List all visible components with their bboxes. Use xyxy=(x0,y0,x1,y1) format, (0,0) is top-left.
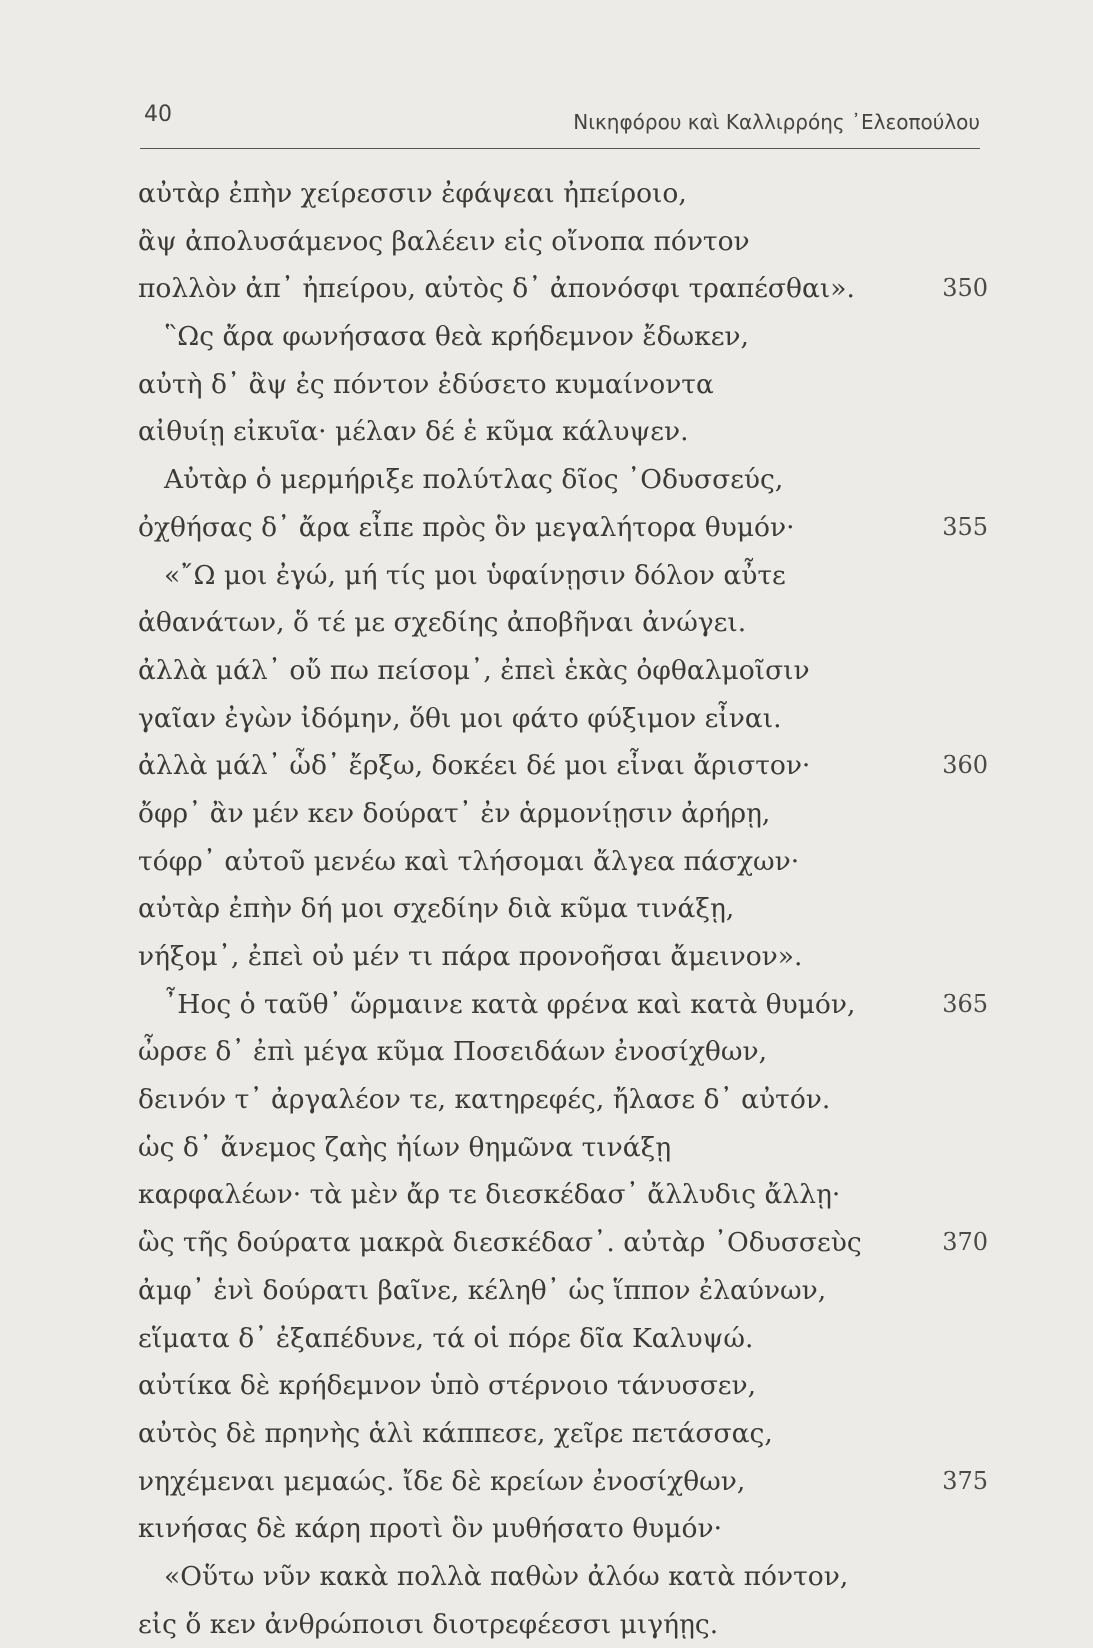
verse-line xyxy=(138,1458,988,1506)
verse-line xyxy=(138,504,988,552)
verse-line xyxy=(138,1315,988,1363)
verse-text: ἀλλὰ μάλ᾿ ὧδ᾿ ἔρξω, δοκέει δέ μοι εἶναι ἄριστον· xyxy=(138,750,811,782)
verse-line xyxy=(138,742,988,790)
verse-text: αὐτὴ δ᾿ ἂψ ἐς πόντον ἐδύσετο κυμαίνοντα xyxy=(138,368,714,400)
verse-line xyxy=(138,170,988,218)
page-header xyxy=(140,98,980,140)
verse-list xyxy=(138,170,988,1648)
verse-text: ὀχθήσας δ᾿ ἄρα εἶπε πρὸς ὃν μεγαλήτορα θυμόν· xyxy=(138,511,795,543)
verse-text: καρφαλέων· τὰ μὲν ἄρ τε διεσκέδασ᾿ ἄλλυδις ἄλλῃ· xyxy=(138,1179,841,1211)
verse-line xyxy=(138,1076,988,1124)
verse-line xyxy=(138,838,988,886)
verse-line xyxy=(138,265,988,313)
verse-line xyxy=(138,885,988,933)
verse-line xyxy=(138,1362,988,1410)
verse-line xyxy=(138,599,988,647)
line-number: 350 xyxy=(942,274,988,303)
line-number: 370 xyxy=(942,1228,988,1257)
verse-text: εἵματα δ᾿ ἐξαπέδυνε, τά οἱ πόρε δῖα Καλυψώ. xyxy=(138,1322,754,1354)
verse-text: ὄφρ᾿ ἂν μέν κεν δούρατ᾿ ἐν ἁρμονίῃσιν ἀρήρῃ, xyxy=(138,797,771,829)
verse-line xyxy=(138,552,988,600)
verse-line xyxy=(138,313,988,361)
verse-line xyxy=(138,1171,988,1219)
page-number: 40 xyxy=(144,102,172,127)
verse-text: ῏Ηος ὁ ταῦθ᾿ ὥρμαινε κατὰ φρένα καὶ κατὰ θυμόν, xyxy=(164,988,856,1020)
line-number: 365 xyxy=(942,989,988,1018)
line-number: 355 xyxy=(942,512,988,541)
verse-text: εἰς ὅ κεν ἀνθρώποισι διοτρεφέεσσι μιγήῃς. xyxy=(138,1608,719,1640)
verse-line xyxy=(138,1219,988,1267)
verse-line xyxy=(138,981,988,1029)
verse-text: γαῖαν ἐγὼν ἰδόμην, ὅθι μοι φάτο φύξιμον εἶναι. xyxy=(138,702,782,734)
line-number: 375 xyxy=(942,1466,988,1495)
verse-text: πολλὸν ἀπ᾿ ἠπείρου, αὐτὸς δ᾿ ἀπονόσφι τραπέσθαι». xyxy=(138,273,855,305)
verse-text: Αὐτὰρ ὁ μερμήριξε πολύτλας δῖος ᾿Οδυσσεύς, xyxy=(164,464,784,496)
verse-line xyxy=(138,456,988,504)
verse-text: ἂψ ἀπολυσάμενος βαλέειν εἰς οἴνοπα πόντον xyxy=(138,225,750,257)
verse-text: αὐτίκα δὲ κρήδεμνον ὑπὸ στέρνοιο τάνυσσεν, xyxy=(138,1370,757,1402)
verse-line xyxy=(138,1601,988,1648)
verse-line xyxy=(138,361,988,409)
verse-line xyxy=(138,933,988,981)
verse-text: αἰθυίῃ εἰκυῖα· μέλαν δέ ἑ κῦμα κάλυψεν. xyxy=(138,416,689,448)
verse-text: τόφρ᾿ αὐτοῦ μενέω καὶ τλήσομαι ἄλγεα πάσχων· xyxy=(138,845,800,877)
verse-line xyxy=(138,1267,988,1315)
verse-text: ἀθανάτων, ὅ τέ με σχεδίης ἀποβῆναι ἀνώγει. xyxy=(138,607,747,639)
running-head: Νικηφόρου καὶ Καλλιρρόης ᾿Ελεοπούλου xyxy=(573,110,980,134)
verse-line xyxy=(138,408,988,456)
verse-text: κινήσας δὲ κάρη προτὶ ὃν μυθήσατο θυμόν· xyxy=(138,1513,722,1545)
verse-text: αὐτὰρ ἐπὴν δή μοι σχεδίην διὰ κῦμα τινάξῃ, xyxy=(138,893,735,925)
verse-line xyxy=(138,1553,988,1601)
verse-line xyxy=(138,647,988,695)
verse-text: «Οὕτω νῦν κακὰ πολλὰ παθὼν ἀλόω κατὰ πόντον, xyxy=(164,1560,849,1592)
verse-text: ῝Ως ἄρα φωνήσασα θεὰ κρήδεμνον ἔδωκεν, xyxy=(164,321,749,353)
verse-text: αὐτὰρ ἐπὴν χείρεσσιν ἐφάψεαι ἠπείροιο, xyxy=(138,178,687,209)
verse-line xyxy=(138,695,988,743)
verse-text: ἀμφ᾿ ἑνὶ δούρατι βαῖνε, κέληθ᾿ ὡς ἵππον ἐλαύνων, xyxy=(138,1274,827,1306)
verse-text: ὡς δ᾿ ἄνεμος ζαὴς ἠίων θημῶνα τινάξῃ xyxy=(138,1131,672,1163)
verse-text: ὣς τῆς δούρατα μακρὰ διεσκέδασ᾿. αὐτὰρ ᾿Οδυσσεὺς xyxy=(138,1227,862,1259)
line-number: 360 xyxy=(942,751,988,780)
verse-line xyxy=(138,1505,988,1553)
verse-text: νηχέμεναι μεμαώς. ἴδε δὲ κρείων ἐνοσίχθων, xyxy=(138,1465,746,1497)
verse-line xyxy=(138,1410,988,1458)
verse-text: αὐτὸς δὲ πρηνὴς ἁλὶ κάππεσε, χεῖρε πετάσσας, xyxy=(138,1417,773,1449)
verse-line xyxy=(138,790,988,838)
verse-text: «῎Ω μοι ἐγώ, μή τίς μοι ὑφαίνῃσιν δόλον αὖτε xyxy=(164,559,786,591)
verse-line xyxy=(138,1124,988,1172)
verse-text: ὦρσε δ᾿ ἐπὶ μέγα κῦμα Ποσειδάων ἐνοσίχθων, xyxy=(138,1036,768,1068)
verse-line xyxy=(138,218,988,266)
header-rule xyxy=(140,148,980,149)
verse-text: δεινόν τ᾿ ἀργαλέον τε, κατηρεφές, ἤλασε δ᾿ αὐτόν. xyxy=(138,1084,831,1116)
verse-text: νήξομ᾿, ἐπεὶ οὐ μέν τι πάρα προνοῆσαι ἄμεινον». xyxy=(138,941,803,972)
verse-text: ἀλλὰ μάλ᾿ οὔ πω πείσομ᾿, ἐπεὶ ἑκὰς ὀφθαλμοῖσιν xyxy=(138,654,810,686)
verse-line xyxy=(138,1028,988,1076)
